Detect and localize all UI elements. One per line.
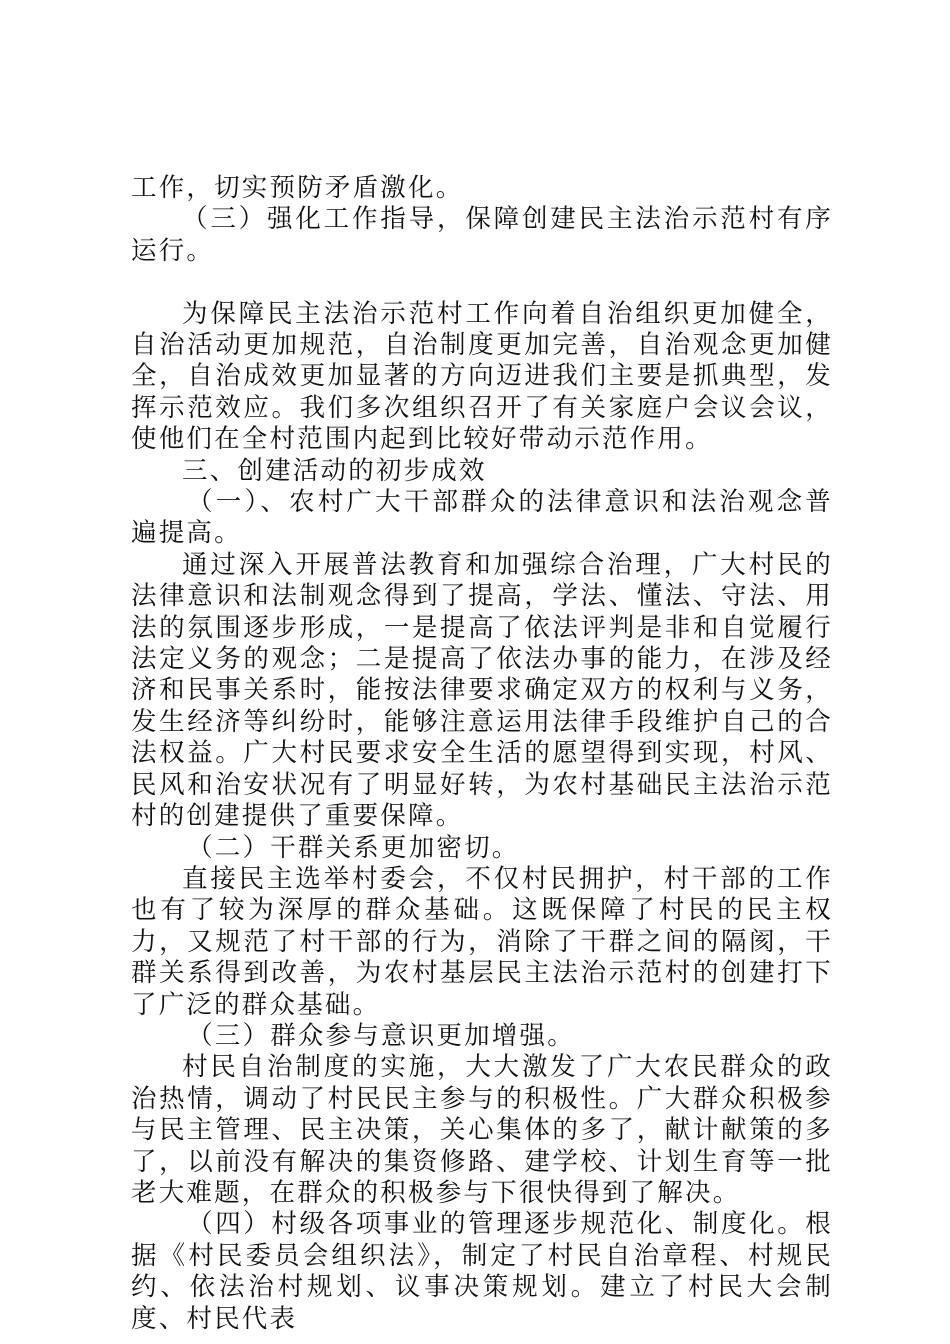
paragraph-continuation: 工作，切实预防矛盾激化。 [131,173,464,203]
document-body [131,173,833,1335]
paragraph-cadre-relations: 直接民主选举村委会，不仅村民拥护，村干部的工作也有了较为深厚的群众基础。这既保障了村民的民主权力，又规范了村干部的行为，消除了干群之间的隔阂，干群关系得到改善，为农村基层民主法治示范村的创建打下了广泛的群众基础。 [131,863,833,1020]
paragraph-spacer [131,267,833,298]
paragraph-management-standardization: （四）村级各项事业的管理逐步规范化、制度化。根据《村民委员会组织法》，制定了村民自治章程、村规民约、依法治村规划、议事决策规划。建立了村民大会制度、村民代表 [131,1209,833,1334]
subheading-cadre-relations: （二）干群关系更加密切。 [187,832,520,863]
subheading-work-guidance: （三）强化工作指导，保障创建民主法治示范村有序运行。 [131,204,833,266]
paragraph-demonstration: 为保障民主法治示范村工作向着自治组织更加健全，自治活动更加规范，自治制度更加完善，自治观念更加健全，自治成效更加显著的方向迈进我们主要是抓典型，发挥示范效应。我们多次组织召开了有关家庭户会议会议，使他们在全村范围内起到比较好带动示范作用。 [131,298,833,455]
paragraph-participation: 村民自治制度的实施，大大激发了广大农民群众的政治热情，调动了村民民主参与的积极性。广大群众积极参与民主管理、民主决策，关心集体的多了，献计献策的多了，以前没有解决的集资修路、建学校、计划生育等一批老大难题，在群众的积极参与下很快得到了解决。 [131,1052,833,1208]
subheading-legal-awareness: （一）、农村广大干部群众的法律意识和法治观念普遍提高。 [131,487,833,549]
paragraph-legal-awareness: 通过深入开展普法教育和加强综合治理，广大村民的法律意识和法制观念得到了提高，学法、懂法、守法、用法的氛围逐步形成，一是提高了依法评判是非和自觉履行法定义务的观念；二是提高了依法办事的能力，在涉及经济和民事关系时，能按法律要求确定双方的权利与义务，发生经济等纠纷时，能够注意运用法律手段维护自己的合法权益。广大村民要求安全生活的愿望得到实现，村风、民风和治安状况有了明显好转，为农村基础民主法治示范村的创建提供了重要保障。 [131,549,833,832]
section-heading-results: 三、创建活动的初步成效 [182,455,487,486]
subheading-participation: （三）群众参与意识更加增强。 [187,1020,575,1051]
